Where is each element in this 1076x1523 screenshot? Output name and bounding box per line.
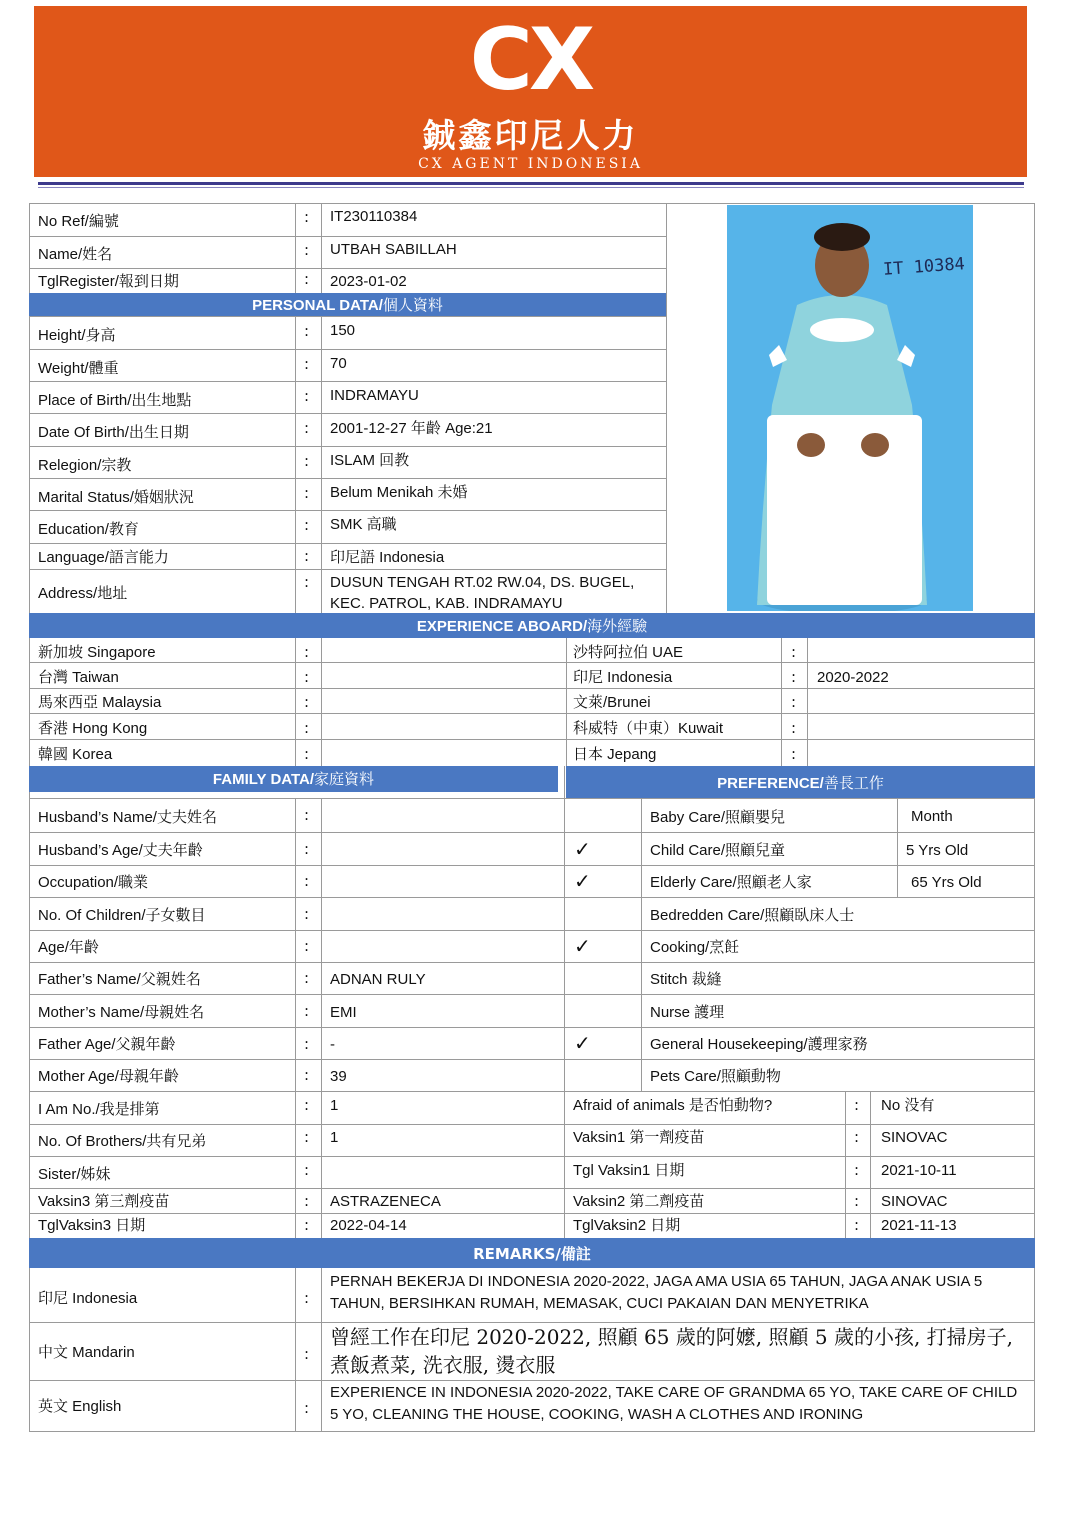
family-value: - [330,1036,335,1053]
preference-label: Cooking/烹飪 [650,939,740,956]
section-title: REMARKS/備註 [473,1245,591,1263]
remark-label: 英文 English [38,1398,122,1415]
colon: : [854,1161,860,1179]
preference-check: ✓ [574,837,591,861]
other-label: Afraid of animals 是否怕動物? [573,1097,773,1114]
grid-line [29,478,666,479]
remark-indonesia-line: TAHUN, BERSIHKAN RUMAH, MEMASAK, CUCI PAKAIAN DAN MENYETRIKA [330,1295,869,1312]
preference-label: General Housekeeping/護理家務 [650,1036,868,1053]
grid-line [29,832,1035,833]
field-label: Place of Birth/出生地點 [38,392,192,409]
grid-line [29,798,1035,799]
grid-line [29,349,666,350]
field-value: ISLAM 回教 [330,452,410,469]
field-label: Weight/體重 [38,360,119,377]
other-value: No 没有 [881,1097,935,1114]
section-title-cn: 善長工作 [823,774,884,792]
colon: : [304,1128,310,1146]
colon: : [854,1192,860,1210]
colon: : [791,693,797,711]
colon: : [304,806,310,824]
colon: : [304,1002,310,1020]
other-label: Vaksin2 第二劑疫苗 [573,1193,705,1210]
preference-label: Baby Care/照顧嬰兒 [650,809,786,826]
cx-logo: CX [469,10,592,110]
preference-check: ✓ [574,1031,591,1055]
grid-line [29,662,1035,663]
family-value: ASTRAZENECA [330,1193,441,1210]
colon: : [304,693,310,711]
grid-line [807,638,808,766]
candidate-photo [727,205,973,611]
grid-line [29,381,666,382]
family-label: No. Of Children/子女數目 [38,907,206,924]
grid-line [29,413,666,414]
colon: : [791,668,797,686]
country-label: 馬來西亞 Malaysia [38,694,162,711]
family-label: Occupation/職業 [38,874,149,891]
grid-line [29,1431,1035,1432]
other-label: TglVaksin2 日期 [573,1217,681,1234]
photo-ref-tag: IT 10384 [882,254,966,280]
preference-label: Child Care/照顧兒童 [650,842,786,859]
grid-line [29,268,666,269]
colon: : [304,322,310,340]
family-label: I Am No./我是排第 [38,1101,160,1118]
grid-line [321,203,322,613]
remark-english-line: 5 YO, CLEANING THE HOUSE, COOKING, WASH A CLOTHES AND IRONING [330,1406,864,1423]
grid-line [29,569,666,570]
field-label: Marital Status/婚姻狀況 [38,489,194,506]
colon: : [791,643,797,661]
family-value: 2022-04-14 [330,1217,407,1234]
grid-line [29,1380,1035,1381]
grid-line [897,798,898,898]
remark-label: 中文 Mandarin [38,1344,135,1361]
country-label: 香港 Hong Kong [38,720,148,737]
remark-mandarin-line: 煮飯煮菜, 洗衣服, 燙衣服 [330,1353,556,1377]
other-value: SINOVAC [881,1129,948,1146]
field-value: 70 [330,355,347,372]
section-bar-remarks [29,1238,1035,1268]
field-value: 2001-12-27 年齡 Age:21 [330,420,493,437]
colon: : [304,840,310,858]
other-label: Vaksin1 第一劑疫苗 [573,1129,705,1146]
section-title: PERSONAL DATA/ [252,297,383,314]
family-value: 39 [330,1068,347,1085]
colon: : [304,643,310,661]
preference-label: Elderly Care/照顧老人家 [650,874,812,891]
country-label: 新加坡 Singapore [38,644,156,661]
grid-line [29,962,1035,963]
grid-line [29,739,1035,740]
family-label: Sister/姊妹 [38,1166,111,1183]
colon: : [304,1066,310,1084]
grid-line [29,510,666,511]
colon: : [304,1161,310,1179]
grid-line [29,1213,1035,1214]
grid-line [321,1268,322,1432]
colon: : [304,419,310,437]
section-title: FAMILY DATA/ [212,771,315,788]
field-value: UTBAH SABILLAH [330,241,457,258]
grid-line [641,798,642,1091]
grid-line [29,1059,1035,1060]
colon: : [854,1128,860,1146]
colon: : [304,1035,310,1053]
field-label: Date Of Birth/出生日期 [38,424,189,441]
colon: : [304,1289,310,1307]
grid-line [29,713,1035,714]
remark-indonesia-line: PERNAH BEKERJA DI INDONESIA 2020-2022, JAGA AMA USIA 65 TAHUN, JAGA ANAK USIA 5 [330,1273,983,1290]
colon: : [304,1345,310,1363]
section-title-cn: 個人資料 [382,296,443,314]
field-value: 2023-01-02 [330,273,407,290]
colon: : [304,719,310,737]
colon: : [304,1096,310,1114]
grid-line [29,897,1035,898]
country-label: 韓國 Korea [38,746,113,763]
colon: : [304,270,310,288]
colon: : [854,1216,860,1234]
section-title: PREFERENCE/ [717,775,824,792]
family-label: Husband’s Age/丈夫年齡 [38,842,203,859]
grid-line [295,1268,296,1432]
country-label: 文萊/Brunei [573,694,651,711]
family-value: 1 [330,1097,339,1114]
section-title-cn: 海外經驗 [587,617,648,635]
grid-line [564,766,565,1238]
preference-check: ✓ [574,869,591,893]
grid-line [321,638,322,766]
colon: : [304,547,310,565]
family-value: EMI [330,1004,357,1021]
grid-line [29,1091,1035,1092]
other-value: SINOVAC [881,1193,948,1210]
colon: : [304,745,310,763]
colon: : [304,208,310,226]
field-label: Name/姓名 [38,246,113,263]
preference-extra: 5 Yrs Old [906,842,969,859]
preference-extra: Month [911,808,953,825]
grid-line [666,203,667,613]
grid-line [29,1188,1035,1189]
family-value: ADNAN RULY [330,971,426,988]
country-label: 日本 Jepang [573,746,657,763]
address-line: KEC. PATROL, KAB. INDRAMAYU [330,595,563,612]
field-value: Belum Menikah 未婚 [330,484,468,501]
grid-line [29,1156,1035,1157]
colon: : [304,387,310,405]
other-value: 2021-11-13 [881,1217,957,1234]
other-label: Tgl Vaksin1 日期 [573,1162,685,1179]
section-title: EXPERIENCE ABOARD/ [416,618,588,635]
family-label: TglVaksin3 日期 [38,1217,146,1234]
brand-header [34,6,1027,177]
grid-line [29,1027,1035,1028]
section-bar-preference [566,766,1035,798]
colon: : [304,905,310,923]
colon: : [304,516,310,534]
preference-label: Stitch 裁縫 [650,971,722,988]
address-line: DUSUN TENGAH RT.02 RW.04, DS. BUGEL, [330,574,635,591]
section-bar-personal-data [29,293,666,316]
colon: : [304,452,310,470]
grid-line [295,203,296,613]
family-label: No. Of Brothers/共有兄弟 [38,1133,207,1150]
country-label: 台灣 Taiwan [38,669,119,686]
section-bar-experience [29,613,1035,638]
colon: : [304,668,310,686]
grid-line [29,236,666,237]
country-label: 沙特阿拉伯 UAE [573,644,684,661]
colon: : [304,241,310,259]
remark-english-line: EXPERIENCE IN INDONESIA 2020-2022, TAKE CARE OF GRANDMA 65 YO, TAKE CARE OF CHILD [330,1384,1018,1401]
grid-line [321,798,322,1238]
grid-line [295,798,296,1238]
field-value: SMK 高職 [330,516,397,533]
family-label: Father Age/父親年齡 [38,1036,176,1053]
grid-line [29,688,1035,689]
field-value: 印尼語 Indonesia [330,549,445,566]
family-label: Father’s Name/父親姓名 [38,971,201,988]
other-value: 2021-10-11 [881,1162,957,1179]
field-label: Address/地址 [38,585,128,602]
grid-line [29,930,1035,931]
field-label: No Ref/編號 [38,213,119,230]
header-rule [38,182,1024,185]
grid-line [29,543,666,544]
field-label: TglRegister/報到日期 [38,273,179,290]
company-name-english: CX AGENT INDONESIA [418,156,643,172]
grid-line [566,638,567,766]
grid-line [29,203,1035,204]
preference-check: ✓ [574,934,591,958]
family-label: Mother’s Name/母親姓名 [38,1004,205,1021]
field-value: 150 [330,322,356,339]
colon: : [854,1096,860,1114]
grid-line [29,1322,1035,1323]
country-label: 科威特（中東）Kuwait [573,720,724,737]
preference-label: Nurse 護理 [650,1004,725,1021]
grid-line [29,1124,1035,1125]
remark-label: 印尼 Indonesia [38,1290,138,1307]
field-value: IT230110384 [330,208,418,225]
grid-line [295,638,296,766]
field-value: INDRAMAYU [330,387,419,404]
colon: : [791,719,797,737]
section-bar-family [29,766,558,792]
country-label: 印尼 Indonesia [573,669,673,686]
grid-line [781,638,782,766]
field-label: Relegion/宗教 [38,457,132,474]
grid-line [845,1091,846,1238]
colon: : [304,1399,310,1417]
preference-label: Bedredden Care/照顧臥床人士 [650,907,855,924]
colon: : [304,969,310,987]
family-label: Husband’s Name/丈夫姓名 [38,809,217,826]
family-label: Age/年齡 [38,939,99,956]
company-name-chinese: 鋮鑫印尼人力 [422,116,639,155]
grid-line [29,865,1035,866]
remark-mandarin-line: 曾經工作在印尼 2020-2022, 照顧 65 歲的阿嬤, 照顧 5 歲的小孩, 打掃房子, [330,1325,1014,1349]
colon: : [304,1216,310,1234]
field-label: Height/身高 [38,327,116,344]
colon: : [791,745,797,763]
header-rule-thin [38,187,1024,188]
grid-line [29,994,1035,995]
grid-line [29,446,666,447]
preference-label: Pets Care/照顧動物 [650,1068,781,1085]
colon: : [304,1192,310,1210]
family-value: 1 [330,1129,339,1146]
colon: : [304,355,310,373]
colon: : [304,937,310,955]
grid-line [29,316,666,317]
preference-extra: 65 Yrs Old [911,874,982,891]
section-title-cn: 家庭資料 [314,770,375,788]
field-label: Language/語言能力 [38,549,169,566]
colon: : [304,573,310,591]
country-value: 2020-2022 [817,669,889,686]
colon: : [304,872,310,890]
grid-line [870,1091,871,1238]
colon: : [304,484,310,502]
family-label: Mother Age/母親年齡 [38,1068,179,1085]
field-label: Education/教育 [38,521,139,538]
family-label: Vaksin3 第三劑疫苗 [38,1193,170,1210]
